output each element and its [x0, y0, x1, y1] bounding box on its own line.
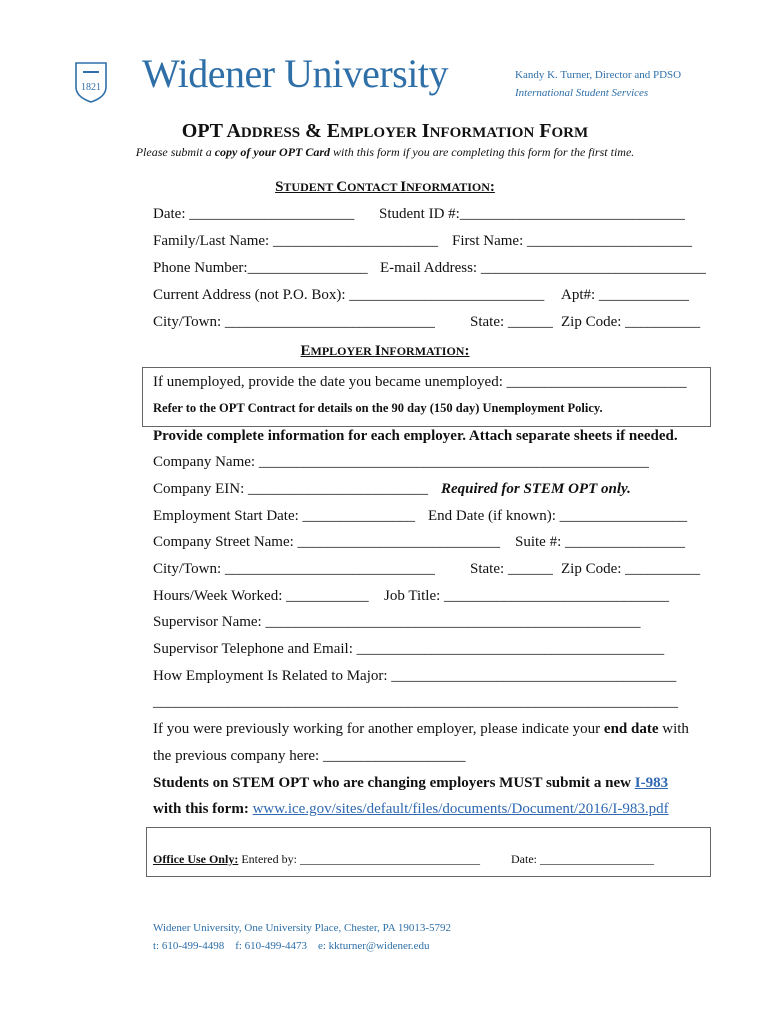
state-field[interactable]: State: ______ — [470, 314, 553, 330]
address-field[interactable]: Current Address (not P.O. Box): __________________________ — [153, 287, 545, 303]
family-name-field[interactable]: Family/Last Name: ______________________ — [153, 233, 438, 249]
office-line: International Student Services — [515, 87, 649, 99]
university-logo-text: Widener University — [142, 51, 448, 96]
company-street-field[interactable]: Company Street Name: ___________________________ — [153, 534, 501, 550]
start-date-field[interactable]: Employment Start Date: _______________ — [153, 508, 416, 524]
hours-field[interactable]: Hours/Week Worked: ___________ — [153, 588, 369, 604]
stem-opt-url-line: with this form: www.ice.gov/sites/default/files/documents/Document/2016/I-983.pdf — [153, 801, 669, 817]
previous-end-date-field[interactable]: the previous company here: ___________________ — [153, 748, 466, 764]
job-title-field[interactable]: Job Title: ______________________________ — [384, 588, 670, 604]
ein-note: Required for STEM OPT only. — [441, 481, 631, 497]
footer-address: Widener University, One University Place, Chester, PA 19013-5792 — [153, 922, 452, 934]
company-state-field[interactable]: State: ______ — [470, 561, 553, 577]
student-id-field[interactable]: Student ID #:______________________________ — [379, 206, 685, 222]
city-field[interactable]: City/Town: ____________________________ — [153, 314, 435, 330]
director-line: Kandy K. Turner, Director and PDSO — [515, 69, 682, 81]
unemployed-date-field[interactable]: If unemployed, provide the date you became unemployed: ________________________ — [153, 374, 687, 390]
related-to-major-line2[interactable]: ______________________________________________________________________ — [153, 694, 678, 710]
suite-field[interactable]: Suite #: ________________ — [515, 534, 686, 550]
company-name-field[interactable]: Company Name: ____________________________________________________ — [153, 454, 649, 470]
shield-icon — [74, 61, 108, 103]
apt-field[interactable]: Apt#: ____________ — [561, 287, 689, 303]
i983-url-link[interactable]: www.ice.gov/sites/default/files/documents/Document/2016/I-983.pdf — [252, 801, 669, 817]
svg-text:1821: 1821 — [81, 82, 101, 93]
supervisor-name-field[interactable]: Supervisor Name: __________________________________________________ — [153, 614, 641, 630]
employer-section-heading: EMPLOYER INFORMATION: — [300, 343, 470, 359]
phone-field[interactable]: Phone Number:________________ — [153, 260, 368, 276]
first-name-field[interactable]: First Name: ______________________ — [452, 233, 692, 249]
end-date-field[interactable]: End Date (if known): _________________ — [428, 508, 688, 524]
office-use-entered: Office Use Only: Entered by: ______________________________ — [153, 852, 480, 866]
i983-link[interactable]: I-983 — [634, 775, 669, 791]
email-field[interactable]: E-mail Address: ______________________________ — [380, 260, 706, 276]
company-ein-field[interactable]: Company EIN: ________________________ — [153, 481, 428, 497]
form-title: OPT ADDRESS & EMPLOYER INFORMATION FORM — [181, 120, 589, 142]
instructions: Please submit a copy of your OPT Card with this form if you are completing this form for the first time. — [135, 145, 635, 159]
related-to-major-field[interactable]: How Employment Is Related to Major: ______________________________________ — [153, 668, 677, 684]
company-city-field[interactable]: City/Town: ____________________________ — [153, 561, 435, 577]
stem-opt-notice: Students on STEM OPT who are changing employers MUST submit a new I-983 — [153, 775, 669, 791]
company-zip-field[interactable]: Zip Code: __________ — [561, 561, 701, 577]
unemployment-policy-note: Refer to the OPT Contract for details on the 90 day (150 day) Unemployment Policy. — [153, 401, 603, 415]
date-field[interactable]: Date: ______________________ — [153, 206, 355, 222]
provide-info-note: Provide complete information for each employer. Attach separate sheets if needed. — [153, 428, 678, 444]
zip-field[interactable]: Zip Code: __________ — [561, 314, 701, 330]
university-seal — [74, 61, 108, 103]
previous-employer-text: If you were previously working for another employer, please indicate your end date with — [153, 721, 689, 737]
student-section-heading: STUDENT CONTACT INFORMATION: — [275, 179, 495, 195]
footer-contact: t: 610-499-4498 f: 610-499-4473 e: kkturner@widener.edu — [153, 940, 430, 952]
supervisor-contact-field[interactable]: Supervisor Telephone and Email: _________________________________________ — [153, 641, 665, 657]
office-use-date: Date: ___________________ — [511, 852, 654, 866]
